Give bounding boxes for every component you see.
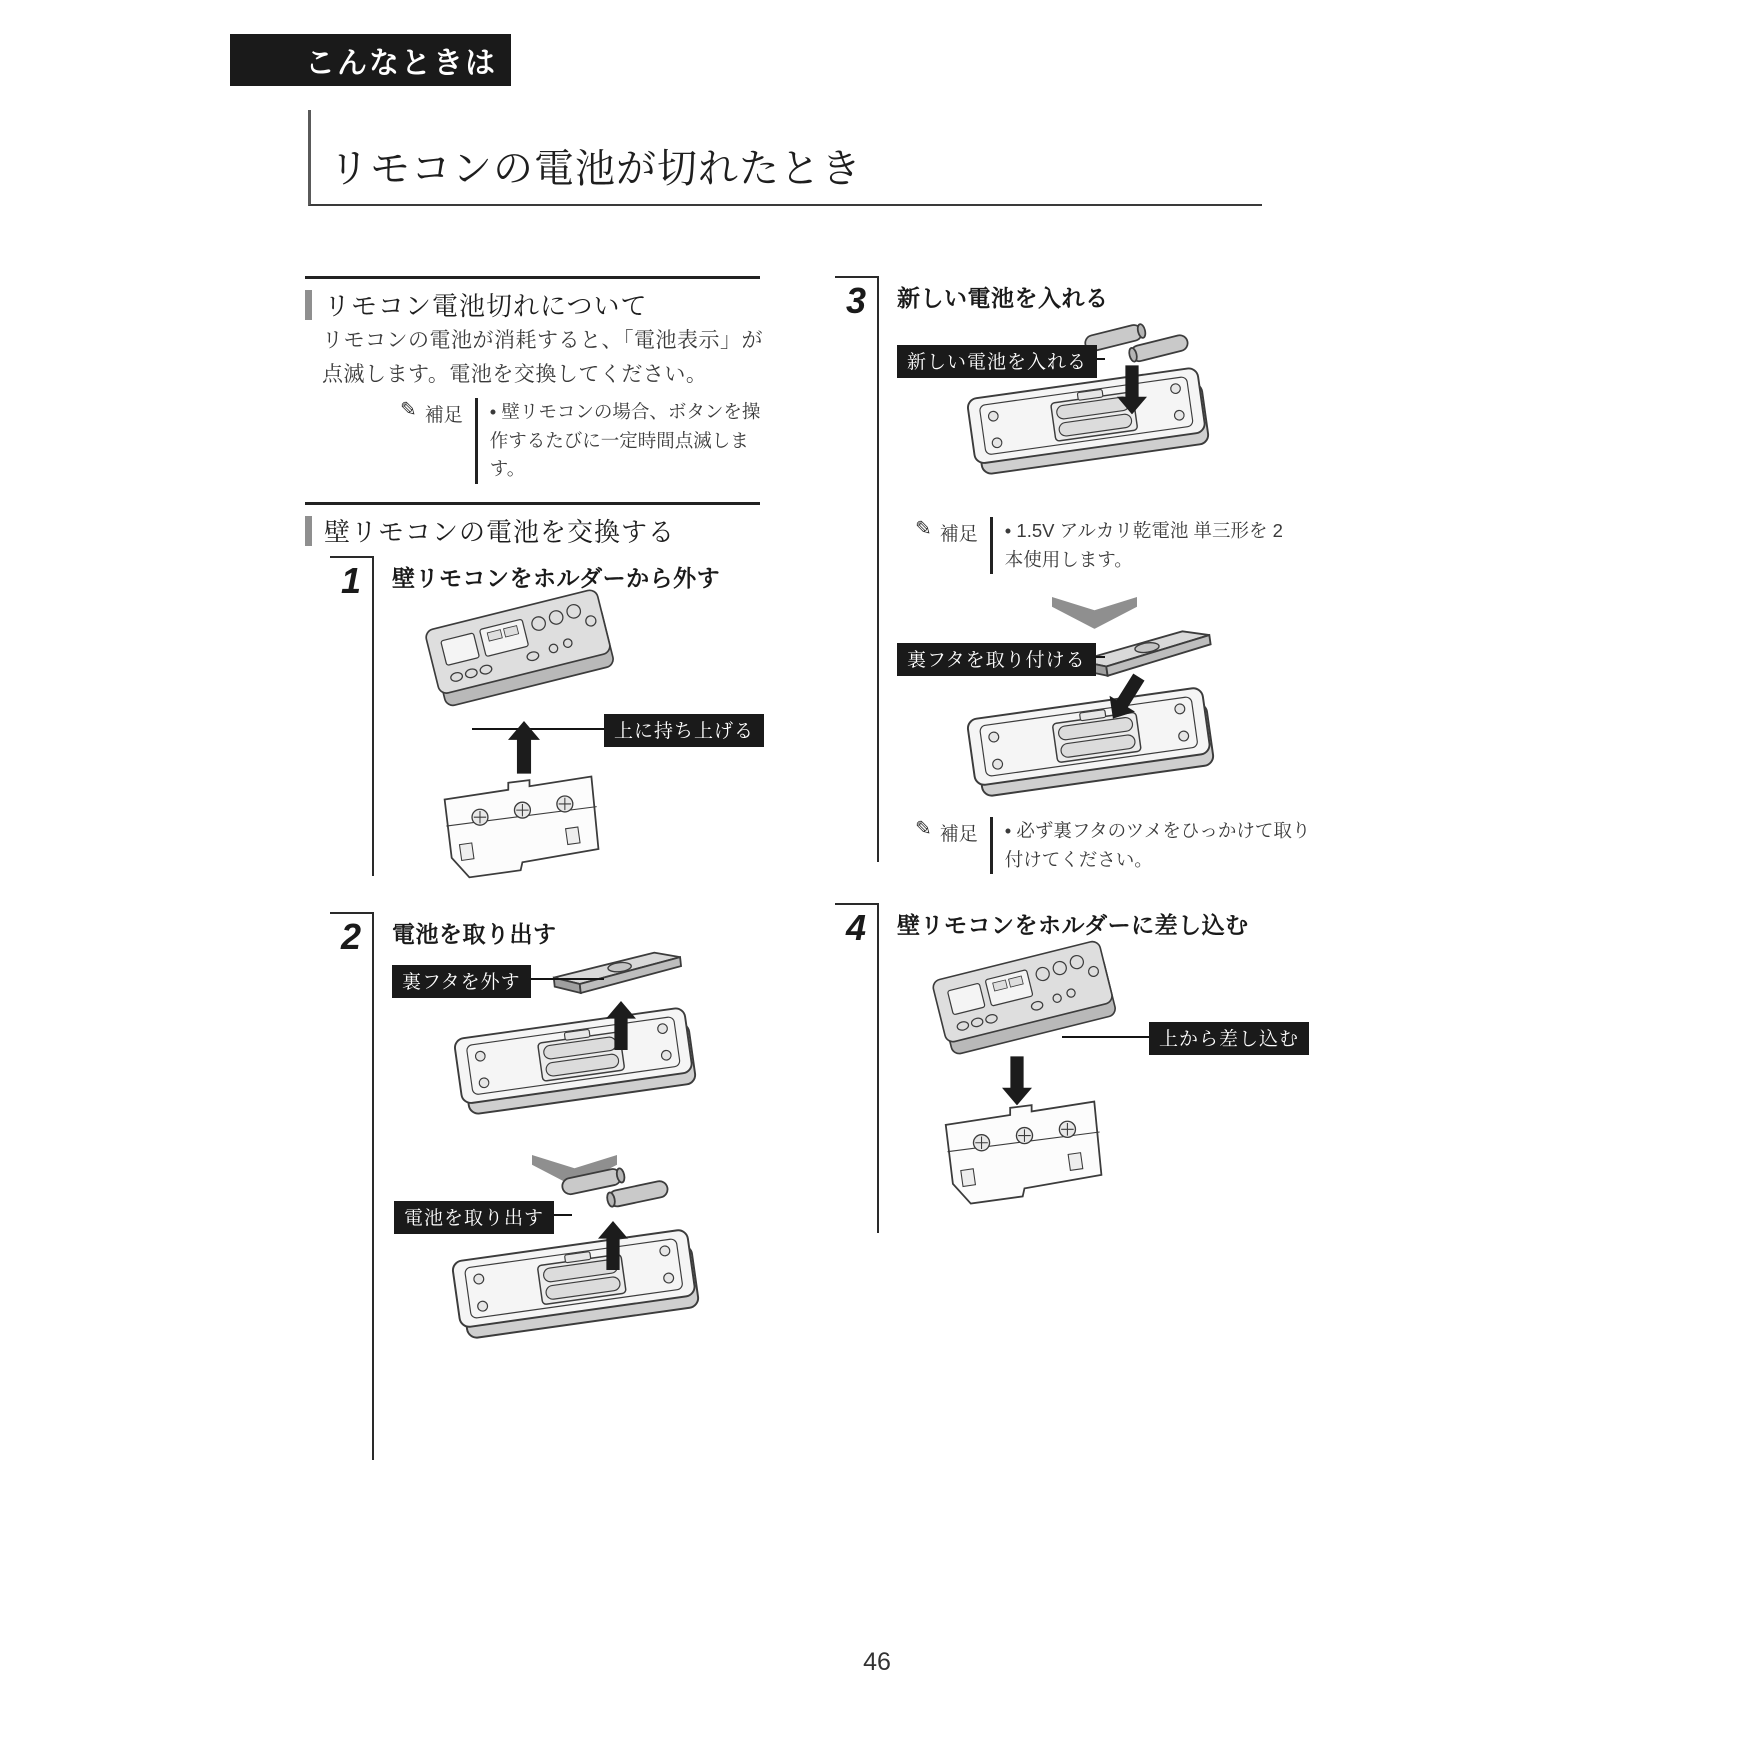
note-label-text: 補足	[424, 405, 463, 426]
note-divider	[475, 398, 478, 484]
section-replace-title: 壁リモコンの電池を交換する	[324, 517, 676, 547]
section-accent-bar	[305, 516, 312, 546]
note-text: • 必ず裏フタのツメをひっかけて取り付けてください。	[1005, 817, 1313, 874]
holder-illustration	[434, 773, 602, 879]
pencil-icon: ✎	[400, 399, 417, 421]
remote-back-illustration	[449, 1222, 704, 1345]
remote-back-illustration	[964, 361, 1214, 482]
callout-insert-from-top: 上から差し込む	[1149, 1022, 1309, 1055]
step-1-title: 壁リモコンをホルダーから外す	[392, 565, 721, 591]
pencil-icon: ✎	[915, 518, 932, 540]
step-2	[330, 912, 775, 1460]
step-1-figure	[392, 601, 775, 876]
wall-remote-front-illustration	[929, 934, 1125, 1065]
pencil-icon: ✎	[915, 818, 932, 840]
page-number: 46	[863, 1648, 891, 1676]
chapter-banner-label: こんなときは	[305, 47, 497, 80]
step-1-number: 1	[340, 560, 362, 601]
arrow-up-icon	[598, 1221, 628, 1270]
note-divider	[990, 517, 993, 574]
arrow-up-icon	[508, 721, 540, 774]
step-4-title: 壁リモコンをホルダーに差し込む	[897, 912, 1249, 938]
section-accent-bar	[305, 290, 312, 320]
step-4-body	[879, 903, 1313, 1233]
callout-lift-up: 上に持ち上げる	[604, 714, 764, 747]
page-title-block	[308, 110, 1262, 206]
section-replace-header	[305, 502, 760, 549]
step-3-title: 新しい電池を入れる	[897, 285, 1109, 311]
note-label	[915, 517, 978, 574]
step-4	[835, 903, 1313, 1233]
note-label-text: 補足	[939, 824, 978, 845]
holder-illustration	[935, 1098, 1105, 1205]
step-1-number-box	[330, 556, 374, 876]
callout-remove-batteries: 電池を取り出す	[394, 1201, 554, 1234]
step-2-number: 2	[340, 916, 362, 957]
step-4-figure	[897, 948, 1313, 1218]
back-cover-illustration	[548, 946, 686, 999]
chevron-down-icon	[1052, 597, 1137, 629]
step-4-number: 4	[845, 907, 867, 948]
step-4-number-box	[835, 903, 879, 1233]
section-about-header	[305, 276, 760, 323]
wall-remote-front-illustration	[422, 582, 624, 717]
note-text: • 壁リモコンの場合、ボタンを操作するたびに一定時間点滅します。	[490, 398, 770, 484]
note-label	[400, 398, 463, 484]
callout-attach-cover: 裏フタを取り付ける	[897, 643, 1096, 676]
page-title: リモコンの電池が切れたとき	[329, 147, 862, 191]
step-1	[330, 556, 775, 876]
callout-insert-batteries: 新しい電池を入れる	[897, 345, 1097, 378]
step-2-body	[374, 912, 775, 1460]
step-2-number-box	[330, 912, 374, 1460]
step-3-body	[879, 276, 1313, 870]
arrow-down-icon	[1002, 1056, 1032, 1105]
note-label-text: 補足	[939, 524, 978, 545]
remote-back-illustration	[451, 1001, 701, 1122]
step-3	[835, 276, 1313, 870]
step-3-figure	[897, 321, 1313, 869]
note-divider	[990, 817, 993, 874]
note-label	[915, 817, 978, 874]
chapter-banner	[230, 34, 511, 86]
section-about-body: リモコンの電池が消耗すると、「電池表示」が点滅します。電池を交換してください。	[322, 329, 763, 386]
arrow-up-icon	[606, 1001, 636, 1050]
step-1-body	[374, 556, 775, 876]
callout-remove-cover: 裏フタを外す	[392, 965, 531, 998]
step-2-figure	[392, 957, 775, 1437]
step-2-title: 電池を取り出す	[392, 921, 557, 947]
step-3-number: 3	[845, 280, 867, 321]
note-battery-type	[915, 517, 1307, 574]
arrow-down-icon	[1117, 365, 1147, 414]
step-3-number-box	[835, 276, 879, 862]
note-about	[400, 398, 770, 484]
section-about-title: リモコン電池切れについて	[324, 291, 648, 321]
remote-back-illustration	[964, 680, 1219, 803]
note-cover-tabs	[915, 817, 1315, 874]
note-text: • 1.5V アルカリ乾電池 単三形を 2 本使用します。	[1005, 517, 1305, 574]
